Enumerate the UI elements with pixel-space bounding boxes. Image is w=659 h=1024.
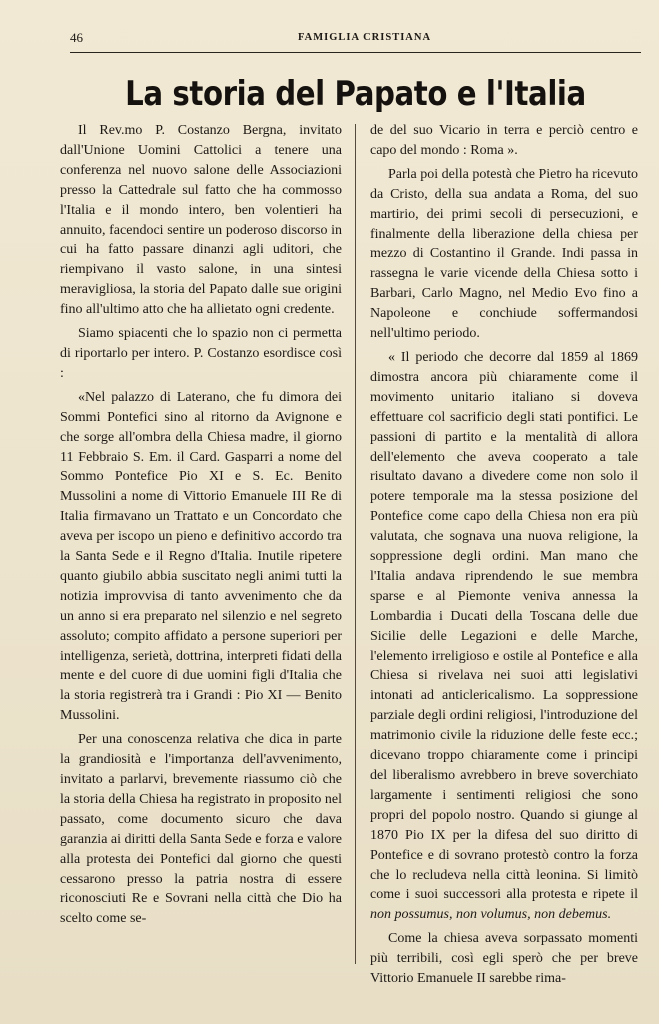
column-divider — [355, 124, 356, 964]
header-rule — [70, 52, 641, 53]
paragraph: «Nel palazzo di Laterano, che fu dimora dei Sommi Pontefici sino al ritorno da Avignone e che sorge all'ombra della Chiesa madre, il giorno 11 Febbraio S. Em. il Card. Gasparri a nome del Sommo Pontefice Pio XI e S. Ec. Benito Mussolini a nome di Vittorio Emanuele III Re di Italia firmavano un Trattato e un Concordato che aveva per iscopo un pieno e definitivo accordo tra la Santa Sede e il Regno d'Italia. Inutile ripetere quanto giubilo abbia suscitato negli animi tutti la notizia improvvisa di tanto avvenimento che da un anno si era preparato nel silenzio e nel segreto assoluto; compito affidato a persone superiori per intelligenza, serietà, dottrina, interpreti fidati della mente e del cuore di due uomini figli d'Italia che la storia registrerà tra i Grandi : Pio XI — Benito Mussolini. — [60, 389, 342, 724]
page-header — [70, 30, 641, 46]
paragraph: Per una conoscenza relativa che dica in parte la grandiosità e l'importanza dell'avvenimento, invitato a parlarvi, brevemente riassumo ciò che la storia della Chiesa ha registrato in proposito nel passato, come documento sicuro che dava garanzia ai diritti della Santa Sede e forza e valore alla protesta dei Pontefici dal giorno che questi cessarono presso la patria nostra di essere riconosciuti Re e Sovrani nella città che Dio ha scelto come se- — [60, 732, 342, 927]
paragraph: de del suo Vicario in terra e perciò centro e capo del mondo : Roma ». — [370, 123, 638, 158]
page-number: 46 — [70, 30, 83, 45]
paragraph — [370, 348, 638, 925]
article-headline: La storia del Papato e l'Italia — [125, 74, 586, 114]
paragraph: Parla poi della potestà che Pietro ha ricevuto da Cristo, della sua andata a Roma, del suo martirio, dei primi secoli di persecuzioni, e finalmente della liberazione della chiesa per mezzo di Costantino il Grande. Indi passa in rassegna le varie vicende della Chiesa sotto i Barbari, Carlo Magno, nel Medio Evo fino a Napoleone e conchiude soffermandosi nell'ultimo periodo. — [370, 166, 638, 342]
paragraph-text: « Il periodo che decorre dal 1859 al 1869 dimostra ancora più chiaramente come il movimento unitario italiano si doveva effettuare col sacrificio degli stati pontifici. Le passioni di partito e la mentalità di allora dell'elemento che aveva cooperato a tale risultato davano a divedere come non solo il potere temporale ma la stessa posizione del Pontefice come capo della Chiesa non era più valutata, che sognava una nuova religione, la soppressione degli ordini. Man mano che l'Italia andava riprendendo le sue membra sparse e al Piemonte veniva annessa la Lombardia i Ducati della Toscana delle due Sicilie delle Legazioni e delle Marche, l'elemento irreligioso e ostile al Pontefice e alla Chiesa si rivelava nei suoi atti legislativi intonati ad anticlericalismo. La soppressione parziale degli ordini religiosi, l'introduzione del matrimonio civile la riduzione delle feste ecc.; dicevano troppo chiaramente come i principi del liberalismo avrebbero in breve soverchiato largamente i sentimenti religiosi che sono propri del popolo nostro. Quando si giunge al 1870 Pio IX per la difesa del suo diritto di Pontefice e di sovrano protestò contro la forza che lo recludeva nella città leonina. Si limitò come i suoi successori alla protesta e ripete il — [370, 349, 638, 903]
left-column — [60, 121, 342, 929]
latin-phrase: non possumus, non volumus, non debemus. — [370, 907, 612, 923]
paragraph: Il Rev.mo P. Costanzo Bergna, invitato dall'Unione Uomini Cattolici a tenere una conferenza nel nuovo salone delle Associazioni presso la Cattedrale sul fatto che ha commosso l'Italia e il mondo intero, ben volentieri ha annuito, facendoci sentire un poderoso discorso in cui ha fatto passare dinanzi agli uditori, che riempivano il vasto salone, in una sintesi meravigliosa, la storia del Papato dalle sue origini fino all'ultimo atto che ha allietato ogni credente. — [60, 123, 342, 318]
running-title: FAMIGLIA CRISTIANA — [298, 32, 432, 43]
paragraph: Siamo spiacenti che lo spazio non ci permetta di riportarlo per intero. P. Costanzo esordisce così : — [60, 326, 342, 381]
paragraph: Come la chiesa aveva sorpassato momenti più terribili, così egli sperò che per breve Vittorio Emanuele II sarebbe rima- — [370, 931, 638, 987]
right-column — [370, 121, 638, 989]
